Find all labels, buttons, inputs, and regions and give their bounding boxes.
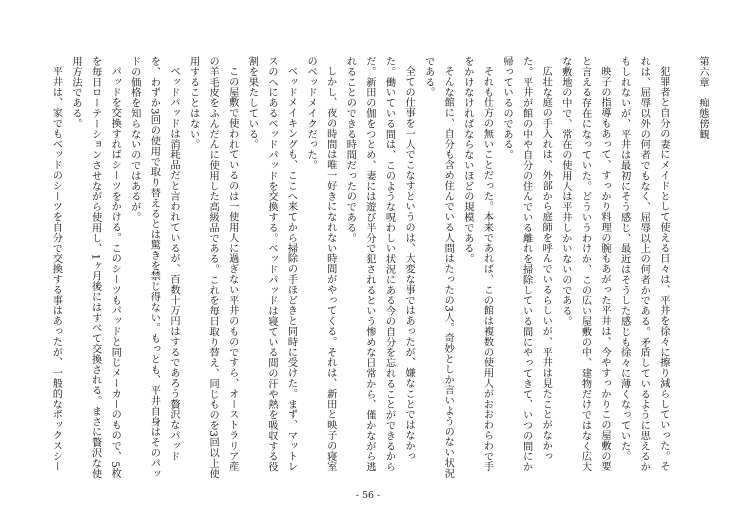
paragraph: そんな館に、自分も含め住んでいる人間はたったの3人。奇妙としか言いようのない状況である。 [422,56,454,479]
paragraph: ベッドパッドは消耗品だと言われているが、百数十万円はするであろう贅沢なパッドを、わずか3回の使用で取り替えるとは驚きを禁じ得ない。もっとも、平井自身はそのパッドの価格を知らないのではあるが。 [128,56,179,479]
paragraph: 犯罪者と自分の妻にメイドとして使える日々は、平井を徐々に擦り減らしていった。それは、屈辱以外の何者でもなく、屈辱以上の何者かである。矛盾しているように思えるかもしれないが、平井は最初にそう感じ、最近はそうした感じも徐々に薄くなっていた。 [618,56,669,472]
chapter-spacer [673,56,693,482]
paragraph: ベッドメイキングも、ここへ来てから掃除の手ほどきと同時に受けた。まず、マットレスのへにあるベッドパッドを交換する。ベッドパッドは寝ている間の汗や熱を吸収する役割を果たしている。 [246,56,297,472]
paragraph: それも仕方の無いことだった。本来であれば、この館は複数の使用人がおおわらわで手をかけなければならないほどの規模である。 [461,56,493,472]
page-number: - 56 - [355,490,381,501]
paragraph: 映子の指導もあって、すっかり料理の腕もあがった平井は、今やすっかりこの屋敷の要と言える存在になっていた。どういうわけか、この広い屋敷の中、建物だけではなく広大な敷地の中で、常在の使用人は平井しかいないのである。 [559,56,611,472]
vertical-body-text [8,56,712,482]
chapter-title: 第六章 痴態傍観 [697,56,708,140]
paragraph: 広壮な庭の手入れは、外部から庭師を呼んでいるらしいが、平井は見たことがなかった。平井が館の中や自分の住んでいる離れを掃除している間にやってきて、いつの間にか帰っているのである。 [501,56,552,472]
paragraph: 全ての仕事を一人でこなすというのは、大変な事ではあったが、嫌なことではなかった。働いている間は、このような呪わしい状況にある今の自分を忘れることができるからだ。新田の伽をつとめ、妻には遊び半分で犯されるという惨めな日常から、僅かながら逃れることのできる時間だったのである。 [344,56,415,472]
paragraph: パッドを交換すればシーツをかける。このシーツもパッドと同じメーカーのもので、5枚を毎日ローテーションさせながら使用し、1ヶ月後にはすべて交換される。まさに贅沢な使用方法である。 [70,56,121,479]
paragraph: この屋敷で使われているのは一使用人に過ぎない平井のものですら、オーストラリア産の羊毛皮をふんだんに使用した高級品である。これを毎日取り替え、同じものを3回以上使用することはない。 [187,56,238,479]
paragraph: しかし、夜の時間は唯一好きになれない時間がやってくる。それは、新田と映子の寝室のベッドメイクだった。 [305,56,336,472]
paragraph: 平井は、家でもベッドのシーツを自分で交換する事はあったが、一般的なボックスシー [50,66,62,472]
